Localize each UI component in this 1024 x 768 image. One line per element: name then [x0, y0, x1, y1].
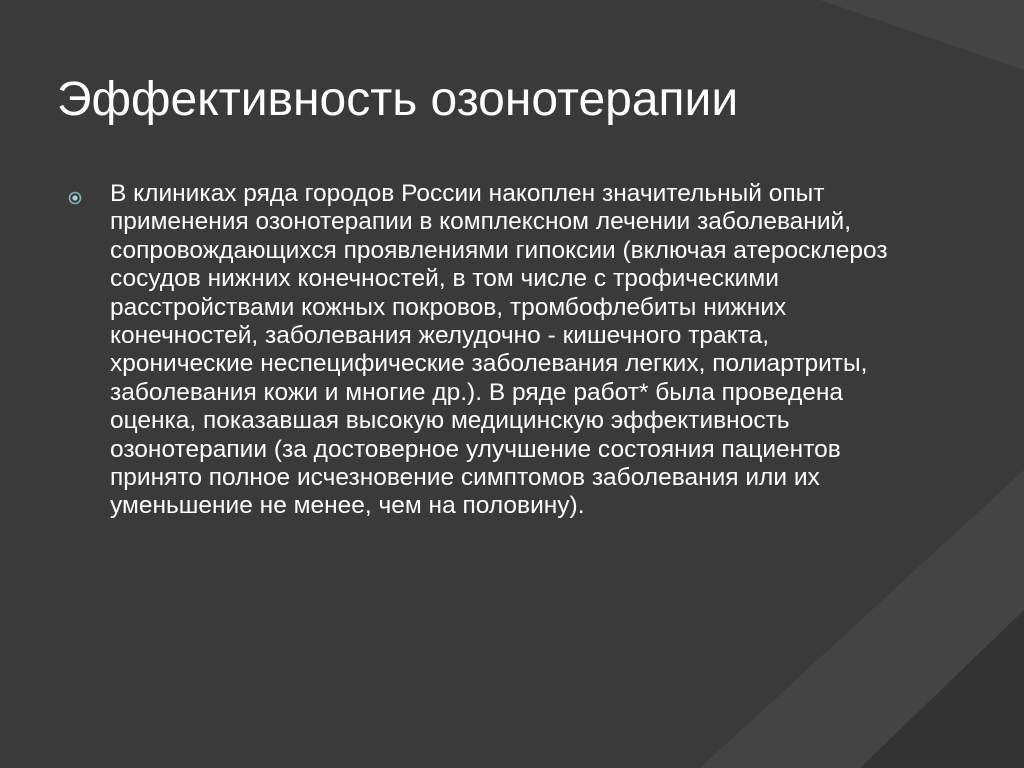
slide-title: Эффективность озонотерапии: [57, 73, 739, 126]
circle-bullet-icon: [68, 191, 82, 205]
bullet-center: [72, 195, 77, 200]
bullet-text: В клиниках ряда городов России накоплен значительный опыт применения озонотерапии в комплексном лечении заболеваний, сопровождающихся проявлениями гипоксии (включая атеросклероз сосудов нижних конечностей, в том числе с трофическими расстройствами кожных покровов, тромбофлебиты нижних конечностей, заболевания желудочно - кишечного тракта, хронические неспецифические заболевания легких, полиартриты, заболевания кожи и многие др.). В ряде работ* была проведена оценка, показавшая высокую медицинскую эффективность озонотерапии (за достоверное улучшение состояния пациентов принято полное исчезновение симптомов заболевания или их уменьшение не менее, чем на половину).: [110, 180, 888, 520]
